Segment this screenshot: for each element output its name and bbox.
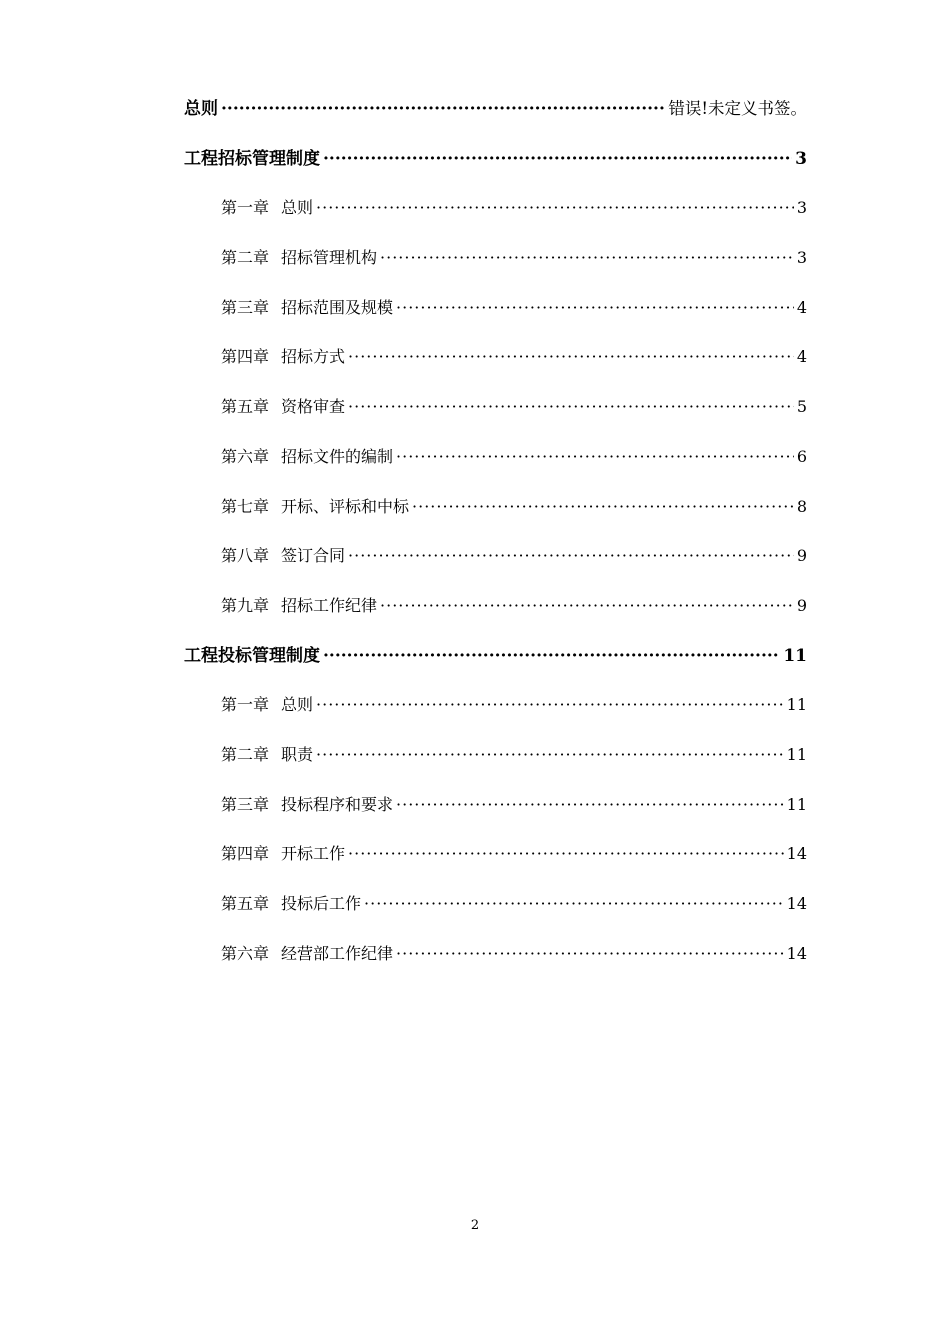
toc-entry-chapter[interactable] (184, 539, 807, 589)
toc-entry-title: 投标后工作 (281, 894, 362, 913)
toc-entry-label (221, 539, 345, 573)
toc-entry-chapter[interactable] (184, 390, 807, 440)
toc-entry-chapter[interactable] (184, 291, 807, 341)
toc-chapter-number: 第六章 (221, 446, 270, 466)
toc-entry-page: 4 (796, 297, 807, 317)
toc-entry-title: 招标文件的编制 (281, 446, 394, 466)
toc-entry-page: 11 (786, 744, 807, 764)
toc-entry-label (221, 340, 345, 374)
toc-entry-title: 工程投标管理制度 (184, 645, 320, 666)
toc-chapter-number: 第七章 (221, 496, 270, 516)
toc-entry-title: 签订合同 (281, 546, 346, 566)
dot-leader (323, 142, 792, 176)
toc-entry-chapter[interactable] (184, 937, 807, 987)
dot-leader (221, 92, 665, 126)
dot-leader (316, 688, 784, 722)
toc-chapter-number: 第三章 (221, 794, 270, 814)
toc-entry-chapter[interactable] (184, 788, 807, 838)
toc-chapter-number: 第四章 (221, 844, 270, 864)
dot-leader (348, 340, 794, 374)
toc-entry-page: 11 (783, 645, 807, 666)
dot-leader (348, 837, 784, 871)
toc-entry-label (221, 191, 313, 225)
toc-chapter-number: 第三章 (221, 297, 270, 317)
toc-entry-label (221, 589, 377, 623)
dot-leader (396, 788, 784, 822)
toc-entry-title: 招标管理机构 (281, 248, 378, 268)
toc-chapter-number: 第五章 (221, 397, 270, 417)
dot-leader (348, 539, 794, 573)
toc-entry-label (221, 241, 377, 275)
toc-entry-page: 5 (796, 397, 807, 417)
dot-leader (380, 241, 794, 275)
toc-chapter-number: 第二章 (221, 744, 270, 764)
dot-leader (396, 937, 784, 971)
toc-entry-page: 错误!未定义书签。 (668, 99, 807, 118)
toc-entry-label (221, 490, 409, 524)
toc-entry-bidding-management[interactable] (184, 142, 807, 192)
toc-entry-chapter[interactable] (184, 490, 807, 540)
toc-entry-title: 总则 (184, 99, 218, 119)
toc-chapter-number: 第六章 (221, 943, 270, 963)
toc-entry-page: 14 (786, 844, 807, 864)
toc-entry-label (221, 788, 393, 822)
toc-entry-title: 开标工作 (281, 844, 346, 864)
toc-entry-title: 招标方式 (281, 347, 346, 367)
table-of-contents (184, 92, 807, 986)
toc-entry-title: 开标、评标和中标 (281, 496, 410, 516)
toc-entry-page: 9 (796, 546, 807, 566)
toc-entry-page: 3 (796, 198, 807, 218)
toc-entry-chapter[interactable] (184, 241, 807, 291)
toc-entry-title: 职责 (281, 744, 314, 764)
toc-entry-title: 工程招标管理制度 (184, 148, 320, 169)
toc-entry-label (221, 937, 393, 971)
dot-leader (396, 291, 794, 325)
dot-leader (348, 390, 794, 424)
toc-entry-chapter[interactable] (184, 887, 807, 937)
dot-leader (412, 490, 794, 524)
toc-entry-title: 资格审查 (281, 397, 346, 417)
dot-leader (364, 887, 784, 921)
toc-entry-label (221, 738, 313, 772)
dot-leader (316, 191, 794, 225)
toc-entry-chapter[interactable] (184, 589, 807, 639)
toc-chapter-number: 第一章 (221, 198, 270, 218)
toc-entry-title: 总则 (281, 695, 314, 715)
toc-chapter-number: 第八章 (221, 546, 270, 566)
toc-entry-page: 14 (786, 943, 807, 963)
toc-entry-label (221, 688, 313, 722)
toc-entry-page: 9 (796, 595, 807, 615)
toc-entry-title: 经营部工作纪律 (281, 943, 394, 963)
toc-entry-label (221, 291, 393, 325)
toc-entry-page: 11 (786, 794, 807, 814)
toc-entry-page: 14 (786, 894, 807, 913)
toc-entry-chapter[interactable] (184, 440, 807, 490)
toc-entry-chapter[interactable] (184, 837, 807, 887)
toc-chapter-number: 第一章 (221, 695, 270, 715)
toc-entry-chapter[interactable] (184, 340, 807, 390)
toc-entry-label (221, 440, 393, 474)
toc-entry-title: 投标程序和要求 (281, 794, 394, 814)
toc-entry-tender-management[interactable] (184, 639, 807, 689)
dot-leader (316, 738, 784, 772)
toc-entry-page: 3 (795, 148, 807, 169)
toc-chapter-number: 第九章 (221, 595, 270, 615)
toc-entry-chapter[interactable] (184, 738, 807, 788)
toc-entry-label (221, 390, 345, 424)
toc-entry-page: 3 (796, 248, 807, 268)
dot-leader (380, 589, 794, 623)
page-number-footer: 2 (470, 1218, 480, 1233)
toc-entry-label (221, 887, 361, 921)
toc-entry-chapter[interactable] (184, 688, 807, 738)
dot-leader (396, 440, 794, 474)
toc-entry-label (221, 837, 345, 871)
toc-entry-page: 6 (796, 446, 807, 466)
toc-entry-general[interactable] (184, 92, 807, 142)
toc-entry-title: 招标工作纪律 (281, 595, 378, 615)
dot-leader (323, 639, 780, 673)
toc-chapter-number: 第五章 (221, 894, 270, 913)
toc-entry-title: 总则 (281, 198, 314, 218)
toc-chapter-number: 第二章 (221, 248, 270, 268)
toc-entry-page: 11 (786, 695, 807, 715)
toc-chapter-number: 第四章 (221, 347, 270, 367)
toc-entry-title: 招标范围及规模 (281, 297, 394, 317)
toc-entry-chapter[interactable] (184, 191, 807, 241)
toc-entry-page: 8 (796, 496, 807, 516)
toc-entry-page: 4 (796, 347, 807, 367)
